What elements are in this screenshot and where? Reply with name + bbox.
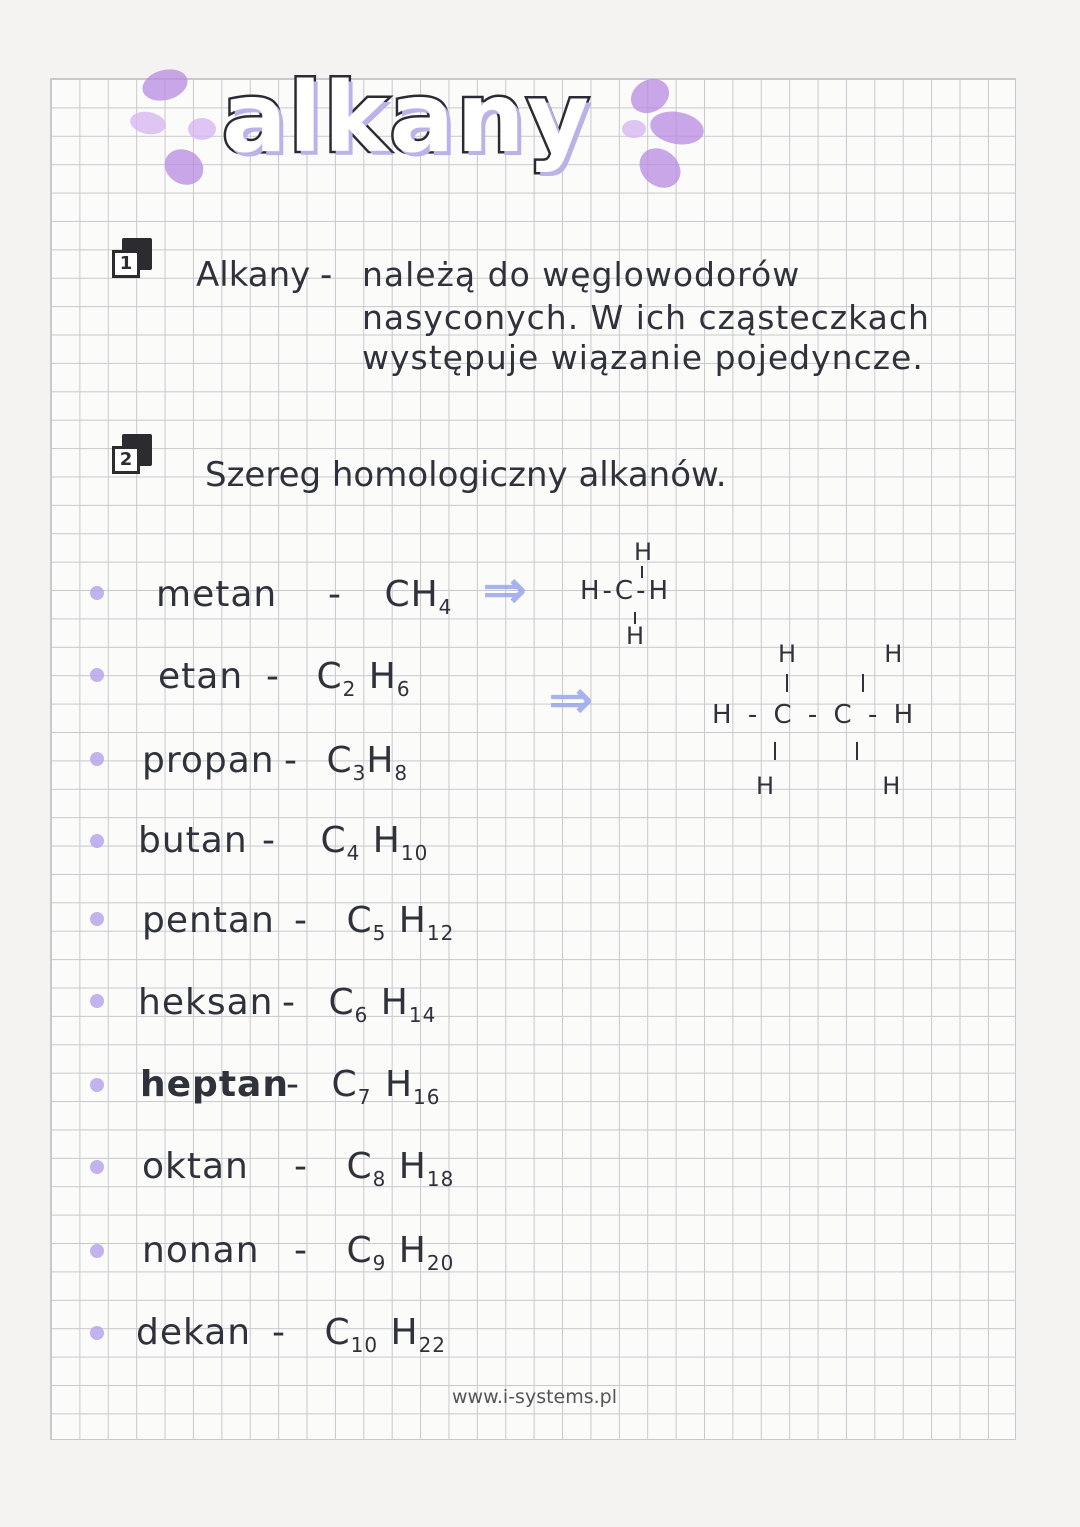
carbon-count: 3 — [352, 761, 367, 786]
arrow-right-icon: ⇒ — [548, 668, 594, 731]
hydrogen-symbol: H — [384, 1064, 414, 1105]
hydrogen-symbol: H — [410, 574, 439, 615]
carbon-symbol: C — [346, 1230, 373, 1271]
hydrogen-symbol: H — [398, 900, 427, 941]
ethane-middle-row: H - C - C - H — [712, 700, 918, 730]
list-item: heptan- $C_7$ $H_{16}$ — [140, 1064, 441, 1110]
hydrogen-symbol: H — [372, 820, 401, 861]
carbon-count: 8 — [372, 1167, 387, 1192]
carbon-symbol: C — [326, 740, 353, 781]
methane-bottom-h: H — [626, 622, 645, 650]
list-bullet-icon — [90, 1078, 104, 1092]
ethane-top-h-row: H H — [778, 640, 903, 668]
section-number: 2 — [112, 446, 140, 474]
list-bullet-icon — [90, 752, 104, 766]
alkane-name: oktan — [142, 1146, 249, 1187]
carbon-symbol: C — [346, 900, 373, 941]
list-item: nonan - $C_9$ $H_{20}$ — [142, 1230, 455, 1276]
list-item: butan - $C_4$ $H_{10}$ — [138, 820, 429, 866]
methane-middle-row: H-C-H — [580, 576, 672, 606]
ethane-bottom-bond-left — [774, 742, 776, 760]
methane-top-h: H — [634, 538, 653, 566]
left-flower-petal-icon — [188, 118, 216, 140]
definition-line-3: występuje wiązanie pojedyncze. — [362, 338, 924, 377]
list-bullet-icon — [90, 668, 104, 682]
alkane-name: nonan — [142, 1230, 260, 1271]
definition-term: Alkany — [196, 255, 311, 295]
list-item: pentan - $C_5$ $H_{12}$ — [142, 900, 455, 946]
carbon-count: 2 — [342, 677, 357, 702]
alkane-name: butan — [138, 820, 248, 861]
ethane-bottom-bond-right — [856, 742, 858, 760]
list-bullet-icon — [90, 994, 104, 1008]
section-number-badge — [112, 440, 150, 478]
hydrogen-symbol: H — [366, 740, 395, 781]
hydrogen-count: 20 — [426, 1251, 455, 1276]
carbon-count: 10 — [350, 1333, 379, 1358]
list-item: oktan - $C_8$ $H_{18}$ — [142, 1146, 455, 1192]
alkane-name: dekan — [136, 1312, 252, 1353]
carbon-count: 7 — [357, 1085, 372, 1110]
ethane-top-bond-left — [786, 674, 788, 692]
list-bullet-icon — [90, 1244, 104, 1258]
hydrogen-count: 22 — [418, 1333, 447, 1358]
hydrogen-count: 10 — [400, 841, 429, 866]
carbon-symbol: C — [320, 820, 347, 861]
carbon-symbol: C — [328, 982, 355, 1023]
list-bullet-icon — [90, 1326, 104, 1340]
list-item: dekan - $C_{10}$ $H_{22}$ — [136, 1312, 447, 1358]
hydrogen-count: 6 — [396, 677, 411, 702]
hydrogen-count: 8 — [394, 761, 409, 786]
hydrogen-count: 18 — [426, 1167, 455, 1192]
carbon-count: 4 — [346, 841, 361, 866]
hydrogen-symbol: H — [368, 656, 397, 697]
carbon-count: 6 — [354, 1003, 369, 1028]
hydrogen-symbol: H — [398, 1146, 427, 1187]
carbon-symbol: C — [384, 574, 411, 615]
alkane-name: propan — [142, 740, 275, 781]
alkane-name: metan — [156, 574, 278, 615]
footer-watermark: www.i-systems.pl — [452, 1386, 618, 1408]
list-bullet-icon — [90, 1160, 104, 1174]
hydrogen-count: 14 — [408, 1003, 437, 1028]
hydrogen-symbol: H — [398, 1230, 427, 1271]
carbon-count: 5 — [372, 921, 387, 946]
definition-line-2: nasyconych. W ich cząsteczkach — [362, 298, 930, 337]
alkane-name: heksan — [138, 982, 274, 1023]
ethane-top-bond-right — [862, 674, 864, 692]
alkane-name: etan — [158, 656, 244, 697]
alkane-name: pentan — [142, 900, 275, 941]
hydrogen-symbol: H — [390, 1312, 419, 1353]
hydrogen-count: 4 — [438, 595, 453, 620]
arrow-right-icon: ⇒ — [482, 558, 528, 621]
carbon-symbol: C — [316, 656, 343, 697]
list-item: heksan - $C_6$ $H_{14}$ — [138, 982, 437, 1028]
list-item: propan - $C_3H_8$ — [142, 740, 409, 786]
hydrogen-count: 16 — [413, 1085, 441, 1110]
alkane-name: heptan — [140, 1064, 289, 1105]
carbon-symbol: C — [324, 1312, 351, 1353]
section-heading: Szereg homologiczny alkanów. — [205, 455, 727, 495]
right-flower-petal-icon — [622, 120, 646, 138]
definition-dash: - — [320, 255, 333, 295]
carbon-symbol: C — [331, 1064, 358, 1105]
hydrogen-symbol: H — [380, 982, 409, 1023]
carbon-symbol: C — [346, 1146, 373, 1187]
section-number-badge — [112, 244, 150, 282]
list-bullet-icon — [90, 912, 104, 926]
carbon-count: 9 — [372, 1251, 387, 1276]
list-bullet-icon — [90, 834, 104, 848]
definition-line-1: należą do węglowodorów — [362, 255, 801, 294]
page-title: alkany — [222, 62, 592, 174]
list-bullet-icon — [90, 586, 104, 600]
list-item: etan - $C_2$ $H_6$ — [158, 656, 411, 702]
hydrogen-count: 12 — [426, 921, 455, 946]
ethane-bottom-h-row: H H — [756, 772, 901, 800]
section-number: 1 — [112, 250, 140, 278]
list-item: metan - $CH_4$ — [156, 574, 453, 620]
